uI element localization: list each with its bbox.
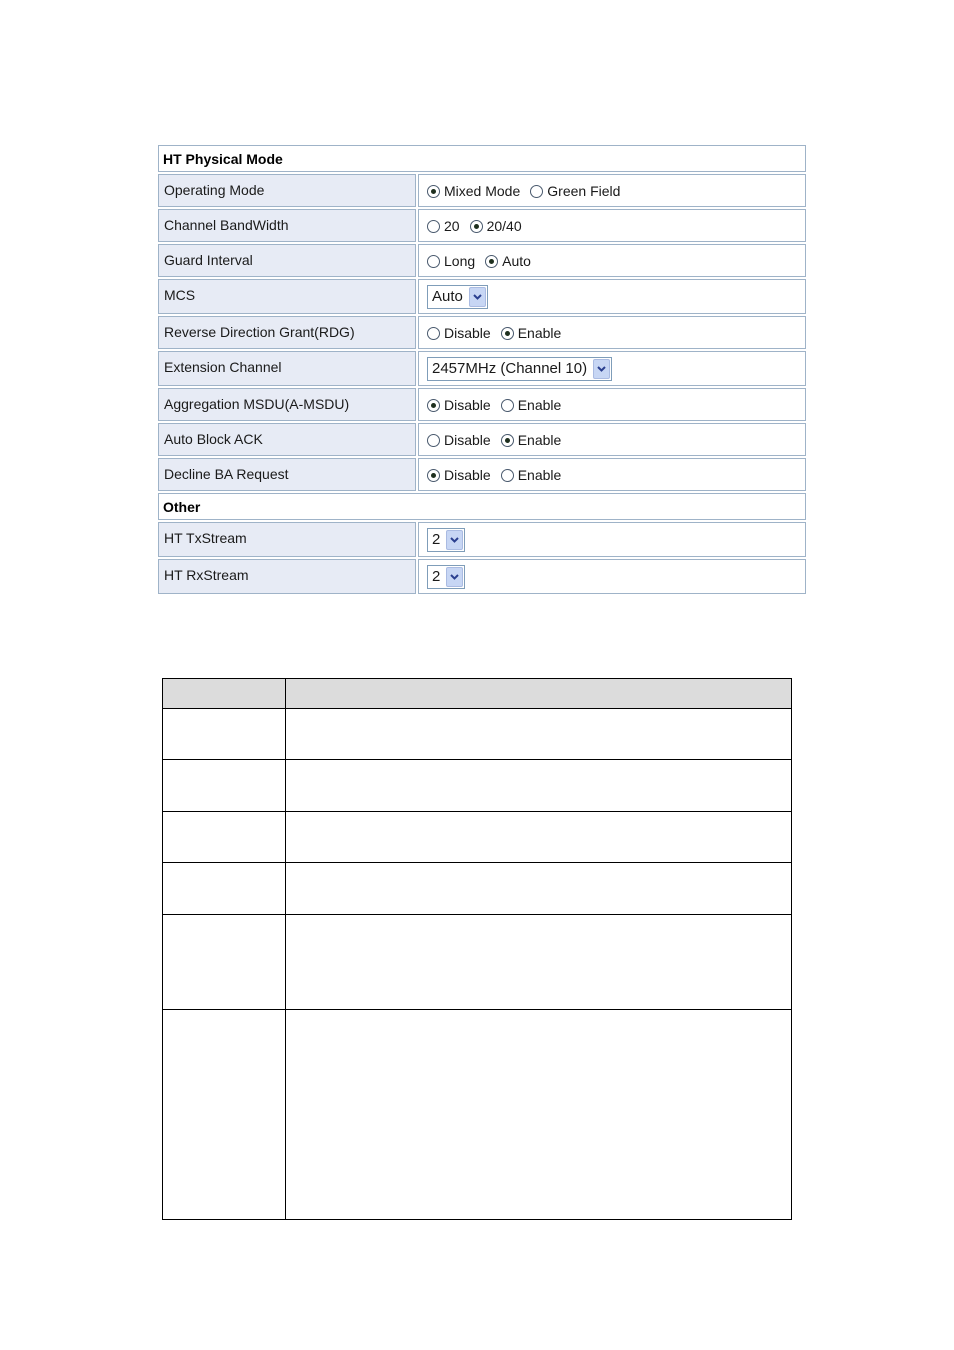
table-cell <box>163 709 286 760</box>
section-header-other: Other <box>158 493 806 520</box>
amsdu-options <box>418 388 806 421</box>
option-label: Enable <box>517 396 562 413</box>
guard-interval-label: Guard Interval <box>158 244 416 277</box>
row-mcs <box>158 279 806 314</box>
extension-channel-select[interactable] <box>427 357 612 381</box>
operating-mode-label: Operating Mode <box>158 174 416 207</box>
section-header-ht-physical-mode: HT Physical Mode <box>158 145 806 172</box>
radio-button[interactable] <box>485 255 498 268</box>
ht-rxstream-select[interactable] <box>427 565 465 589</box>
ht-txstream-label: HT TxStream <box>158 522 416 557</box>
radio-button[interactable] <box>427 185 440 198</box>
row-ht-txstream <box>158 522 806 557</box>
amsdu-disable-option[interactable] <box>427 397 491 413</box>
rdg-enable-option[interactable] <box>501 325 562 341</box>
option-label: Auto <box>502 252 531 269</box>
table-row <box>163 812 792 863</box>
ht-rxstream-selected-value: 2 <box>432 568 441 585</box>
ht-txstream-select[interactable] <box>427 528 465 552</box>
extension-channel-selected-value: 2457MHz (Channel 10) <box>432 360 588 377</box>
channel-bandwidth-label: Channel BandWidth <box>158 209 416 242</box>
description-table <box>162 678 792 1220</box>
row-operating-mode <box>158 174 806 207</box>
guard-interval-long-option[interactable] <box>427 253 475 269</box>
chevron-down-icon[interactable] <box>593 359 610 379</box>
ht-txstream-selected-value: 2 <box>432 531 441 548</box>
radio-button[interactable] <box>501 399 514 412</box>
table-cell <box>163 760 286 812</box>
radio-button[interactable] <box>427 469 440 482</box>
rdg-options <box>418 316 806 349</box>
rdg-label: Reverse Direction Grant(RDG) <box>158 316 416 349</box>
row-extension-channel <box>158 351 806 386</box>
table-row <box>163 760 792 812</box>
auto-block-ack-options <box>418 423 806 456</box>
radio-button[interactable] <box>501 469 514 482</box>
table-cell <box>286 760 792 812</box>
option-label: Long <box>444 252 476 269</box>
option-label: 20 <box>444 217 460 234</box>
amsdu-label: Aggregation MSDU(A-MSDU) <box>158 388 416 421</box>
option-label: Enable <box>517 324 562 341</box>
bandwidth-20-40-option[interactable] <box>470 218 522 234</box>
table-cell <box>163 915 286 1010</box>
option-label: Green Field <box>547 182 621 199</box>
option-label: Disable <box>444 466 491 483</box>
table-row <box>163 915 792 1010</box>
table-row <box>163 1010 792 1220</box>
table-header-cell <box>163 679 286 709</box>
row-auto-block-ack <box>158 423 806 456</box>
ht-txstream-value-cell <box>418 522 806 557</box>
auto-block-ack-enable-option[interactable] <box>501 432 562 448</box>
option-label: Enable <box>517 431 562 448</box>
option-label: Disable <box>444 431 491 448</box>
row-ht-rxstream <box>158 559 806 594</box>
channel-bandwidth-options <box>418 209 806 242</box>
radio-button[interactable] <box>501 434 514 447</box>
decline-ba-disable-option[interactable] <box>427 467 491 483</box>
operating-mode-mixed-option[interactable] <box>427 183 520 199</box>
row-amsdu <box>158 388 806 421</box>
table-cell <box>163 863 286 915</box>
row-rdg <box>158 316 806 349</box>
option-label: Disable <box>444 396 491 413</box>
table-header-cell <box>286 679 792 709</box>
operating-mode-options <box>418 174 806 207</box>
mcs-selected-value: Auto <box>432 288 463 305</box>
ht-rxstream-label: HT RxStream <box>158 559 416 594</box>
radio-button[interactable] <box>427 327 440 340</box>
mcs-label: MCS <box>158 279 416 314</box>
guard-interval-auto-option[interactable] <box>485 253 531 269</box>
ht-settings-panel <box>158 145 806 596</box>
option-label: 20/40 <box>486 217 522 234</box>
table-cell <box>286 863 792 915</box>
chevron-down-icon[interactable] <box>446 530 463 550</box>
table-cell <box>286 1010 792 1220</box>
option-label: Enable <box>517 466 562 483</box>
chevron-down-icon[interactable] <box>469 287 486 307</box>
radio-button[interactable] <box>427 399 440 412</box>
table-cell <box>286 915 792 1010</box>
table-cell <box>163 1010 286 1220</box>
ht-rxstream-value-cell <box>418 559 806 594</box>
table-cell <box>286 812 792 863</box>
mcs-select[interactable] <box>427 285 488 309</box>
chevron-down-icon[interactable] <box>446 567 463 587</box>
extension-channel-label: Extension Channel <box>158 351 416 386</box>
radio-button[interactable] <box>470 220 483 233</box>
option-label: Disable <box>444 324 491 341</box>
table-header-row <box>163 679 792 709</box>
radio-button[interactable] <box>427 255 440 268</box>
operating-mode-green-option[interactable] <box>530 183 620 199</box>
table-cell <box>286 709 792 760</box>
amsdu-enable-option[interactable] <box>501 397 562 413</box>
auto-block-ack-label: Auto Block ACK <box>158 423 416 456</box>
bandwidth-20-option[interactable] <box>427 218 460 234</box>
option-label: Mixed Mode <box>444 182 521 199</box>
table-row <box>163 709 792 760</box>
radio-button[interactable] <box>427 434 440 447</box>
table-row <box>163 863 792 915</box>
row-decline-ba-request <box>158 458 806 491</box>
decline-ba-request-options <box>418 458 806 491</box>
extension-channel-value-cell <box>418 351 806 386</box>
guard-interval-options <box>418 244 806 277</box>
radio-button[interactable] <box>427 220 440 233</box>
table-cell <box>163 812 286 863</box>
rdg-disable-option[interactable] <box>427 325 491 341</box>
decline-ba-request-label: Decline BA Request <box>158 458 416 491</box>
radio-button[interactable] <box>530 185 543 198</box>
auto-block-ack-disable-option[interactable] <box>427 432 491 448</box>
decline-ba-enable-option[interactable] <box>501 467 562 483</box>
mcs-value-cell <box>418 279 806 314</box>
row-guard-interval <box>158 244 806 277</box>
row-channel-bandwidth <box>158 209 806 242</box>
radio-button[interactable] <box>501 327 514 340</box>
